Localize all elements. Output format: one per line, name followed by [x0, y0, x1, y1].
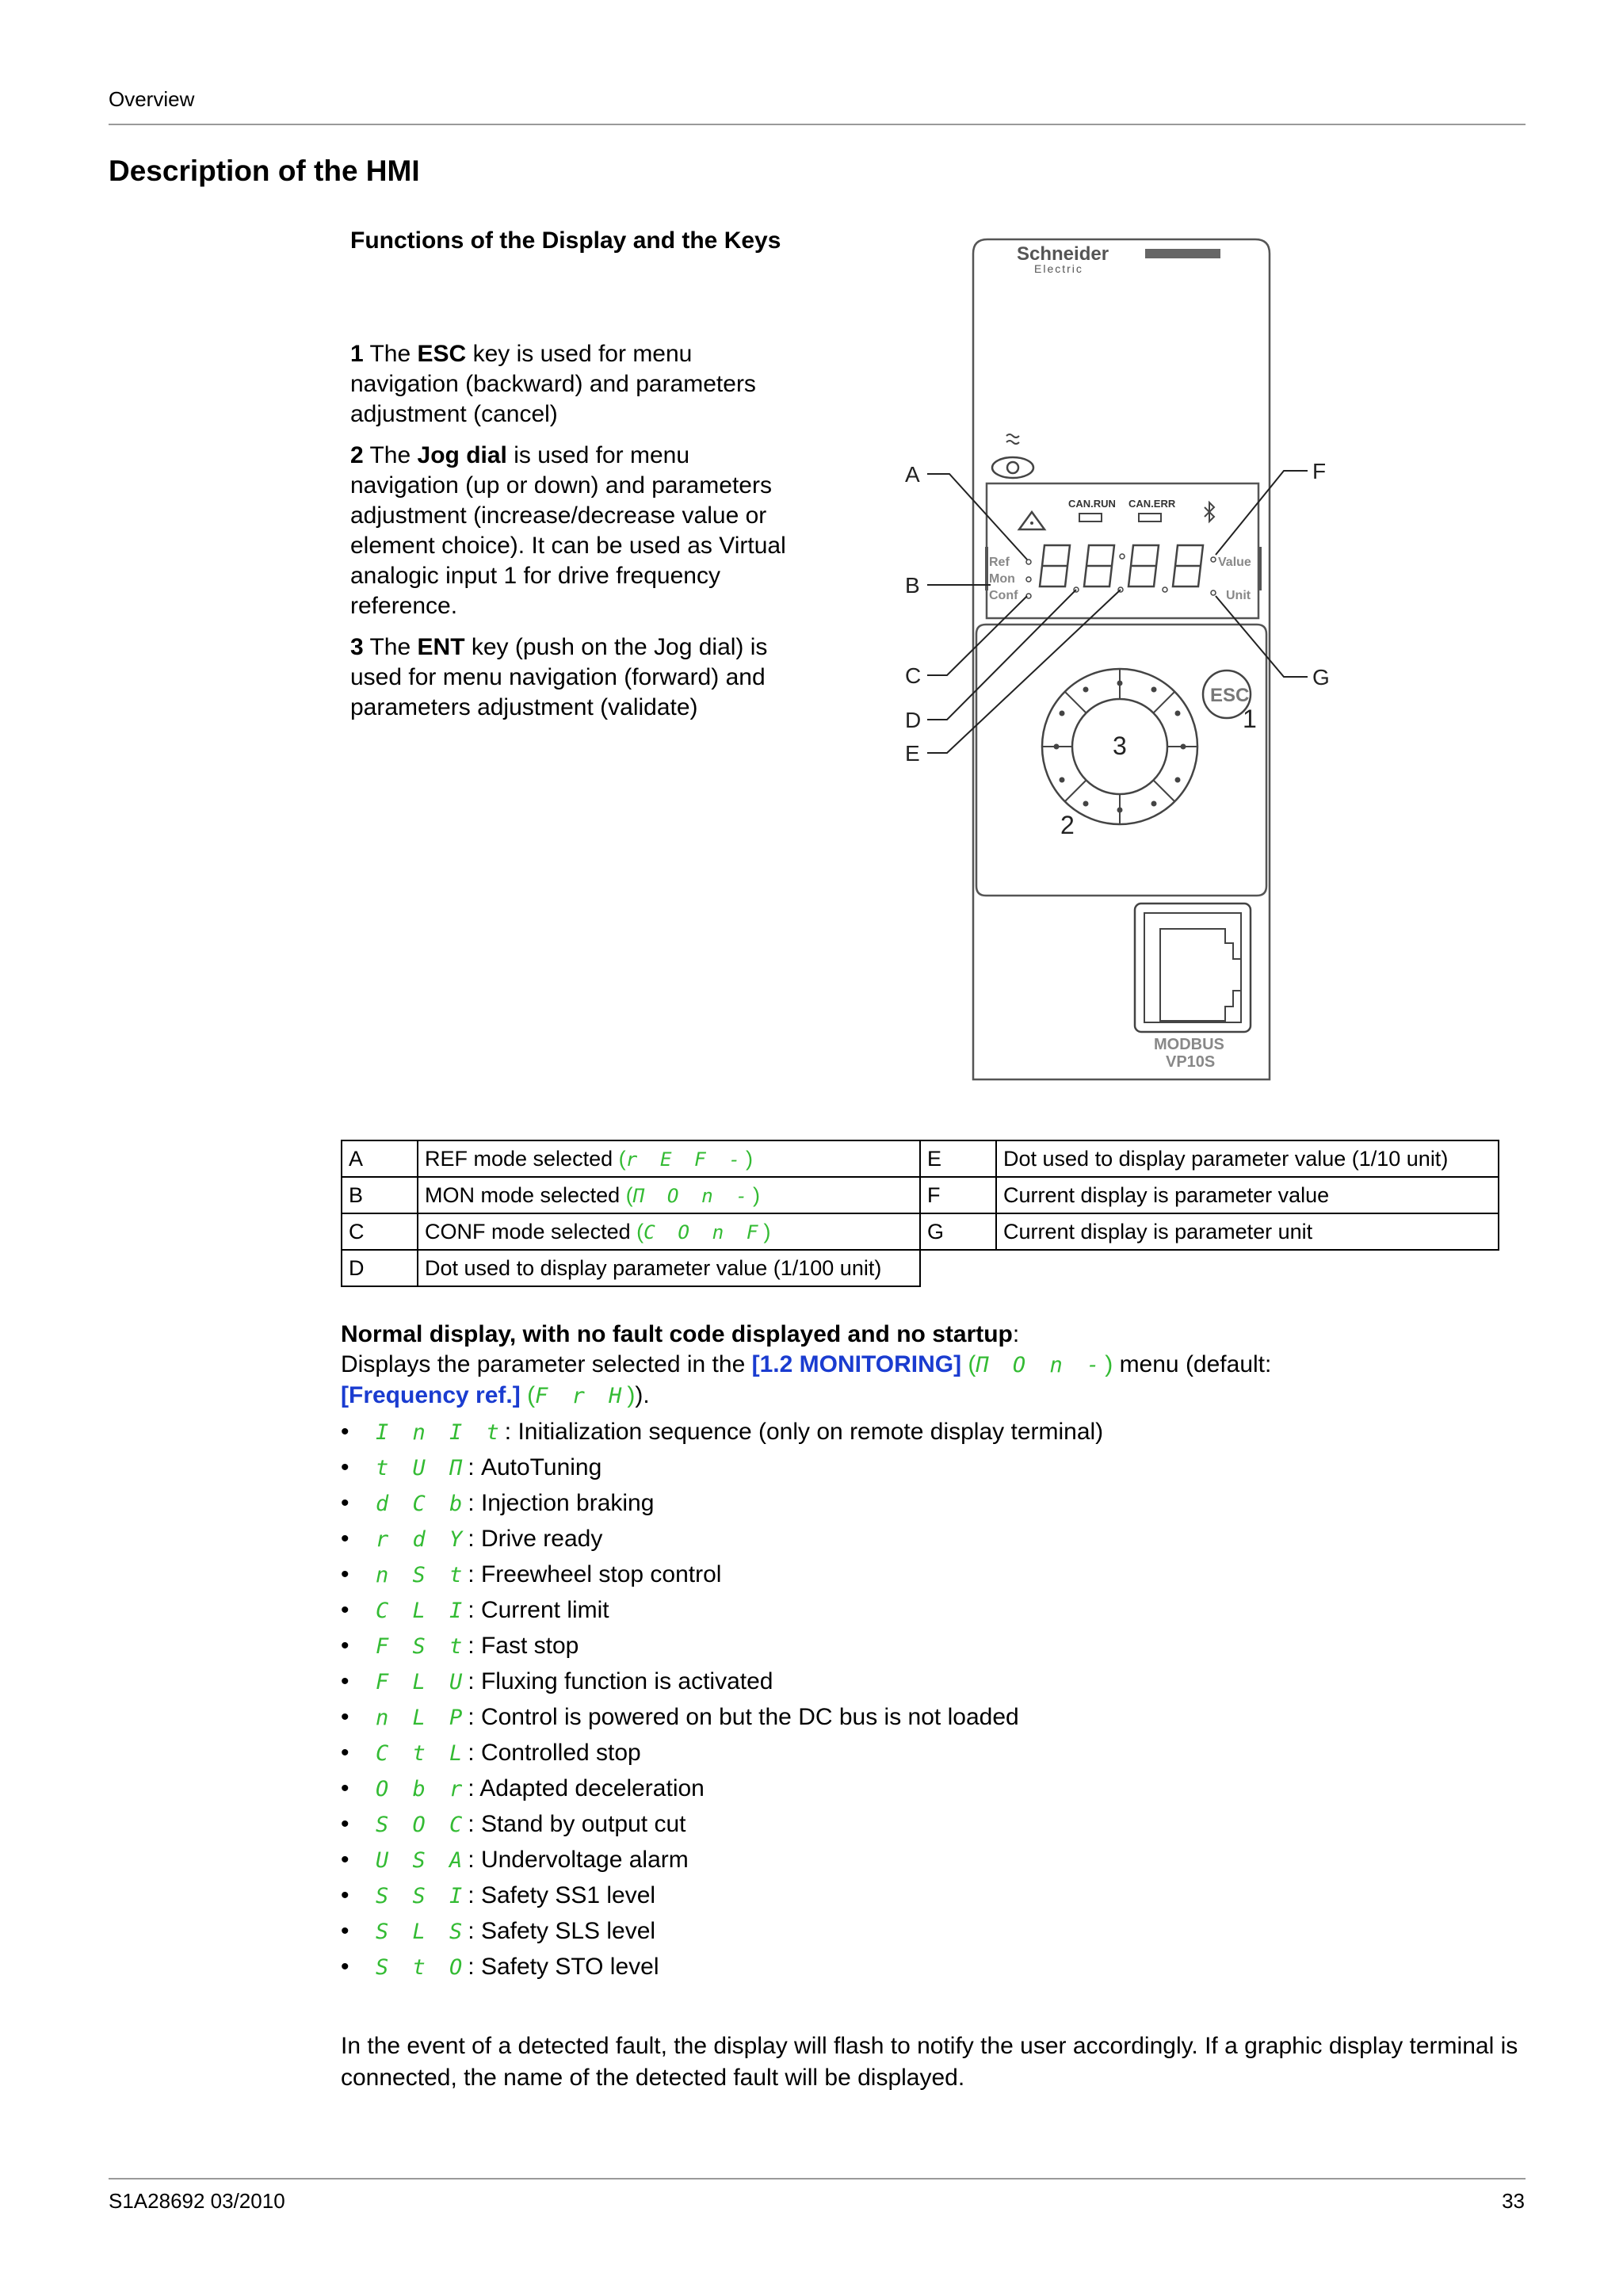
callout-b: B	[905, 573, 920, 598]
footer-rule	[109, 2178, 1526, 2179]
list-item: • F L U: Fluxing function is activated	[341, 1668, 773, 1694]
list-item: • n S t: Freewheel stop control	[341, 1561, 722, 1587]
header-section-title: Overview	[109, 87, 195, 111]
label-value: Value	[1218, 556, 1251, 569]
monitoring-menu-link[interactable]: [1.2 MONITORING]	[751, 1351, 962, 1377]
brand-subtitle: Electric	[1034, 262, 1083, 275]
callout-f: F	[1312, 459, 1327, 483]
led-can-run-label: CAN.RUN	[1068, 498, 1116, 510]
mode-label-ref: Ref	[989, 556, 1010, 569]
callout-d: D	[905, 708, 922, 732]
list-item: • n L P: Control is powered on but the DC bus is not loaded	[341, 1704, 1019, 1730]
status-code-list	[341, 1417, 1103, 1988]
callout-g: G	[1312, 665, 1330, 690]
footer-page-number: 33	[1502, 2189, 1525, 2213]
page-title: Description of the HMI	[109, 155, 420, 187]
list-item: • C L I: Current limit	[341, 1597, 609, 1623]
legend-table	[341, 1140, 1499, 1287]
function-item-2: 2 The Jog dial is used for menu navigation (up or down) and parameters adjustment (increase/decrease value or element choice). It can be used as Virtual analogic input 1 for drive frequency reference.	[350, 442, 786, 619]
list-item: • F S t: Fast stop	[341, 1633, 579, 1659]
table-row: D Dot used to display parameter value (1/100 unit)	[342, 1250, 1499, 1286]
callout-a: A	[905, 462, 920, 487]
list-item: • d C b: Injection braking	[341, 1490, 655, 1516]
table-row: C CONF mode selected (C O n F) G Current display is parameter unit	[342, 1213, 1499, 1250]
list-item: • U S A: Undervoltage alarm	[341, 1847, 689, 1873]
function-item-3: 3 The ENT key (push on the Jog dial) is used for menu navigation (forward) and parameters adjustment (validate)	[350, 634, 768, 720]
table-row: A REF mode selected (r E F -) E Dot used to display parameter value (1/10 unit)	[342, 1140, 1499, 1177]
hmi-device-diagram	[880, 230, 1330, 1086]
led-can-err-label: CAN.ERR	[1128, 498, 1176, 510]
list-item: • C t L: Controlled stop	[341, 1740, 641, 1766]
esc-key-label: ESC	[1210, 685, 1250, 706]
list-item: • S S I: Safety SS1 level	[341, 1882, 656, 1908]
callout-e: E	[905, 741, 920, 766]
callout-c: C	[905, 663, 922, 688]
normal-display-paragraph: Normal display, with no fault code displayed and no startup: Displays the parameter selected in the [1.2 MONITORING] (Π Ο n -) menu (default: [Frequency ref.] (F r H)).	[341, 1321, 1272, 1408]
esc-number-1: 1	[1243, 705, 1257, 733]
frequency-ref-link[interactable]: [Frequency ref.]	[341, 1382, 521, 1408]
list-item: • I n I t: Initialization sequence (only on remote display terminal)	[341, 1419, 1104, 1445]
list-item: • t U Π: AutoTuning	[341, 1454, 602, 1480]
list-item: • O b r: Adapted deceleration	[341, 1775, 705, 1801]
mode-label-conf: Conf	[989, 589, 1018, 602]
port-label-vp10s: VP10S	[1166, 1053, 1216, 1071]
dial-number-2: 2	[1060, 811, 1075, 839]
list-item: • S t O: Safety STO level	[341, 1954, 659, 1980]
label-unit: Unit	[1226, 589, 1251, 602]
fault-paragraph: In the event of a detected fault, the display will flash to notify the user accordingly. If a graphic display terminal is connected, the name of the detected fault will be displayed.	[341, 2033, 1518, 2091]
port-label-modbus: MODBUS	[1154, 1036, 1224, 1053]
brand-logo: Schneider	[1017, 243, 1109, 265]
footer-doc-id: S1A28692 03/2010	[109, 2189, 285, 2213]
header-rule	[109, 124, 1526, 125]
functions-title: Functions of the Display and the Keys	[350, 227, 781, 254]
list-item: • r d Y: Drive ready	[341, 1526, 603, 1552]
list-item: • S O C: Stand by output cut	[341, 1811, 686, 1837]
dial-number-3: 3	[1113, 732, 1127, 760]
function-item-1: 1 The ESC key is used for menu navigation (backward) and parameters adjustment (cancel)	[350, 341, 756, 427]
table-row: B MON mode selected (Π Ο n -) F Current display is parameter value	[342, 1177, 1499, 1213]
list-item: • S L S: Safety SLS level	[341, 1918, 656, 1944]
mode-label-mon: Mon	[989, 572, 1015, 586]
